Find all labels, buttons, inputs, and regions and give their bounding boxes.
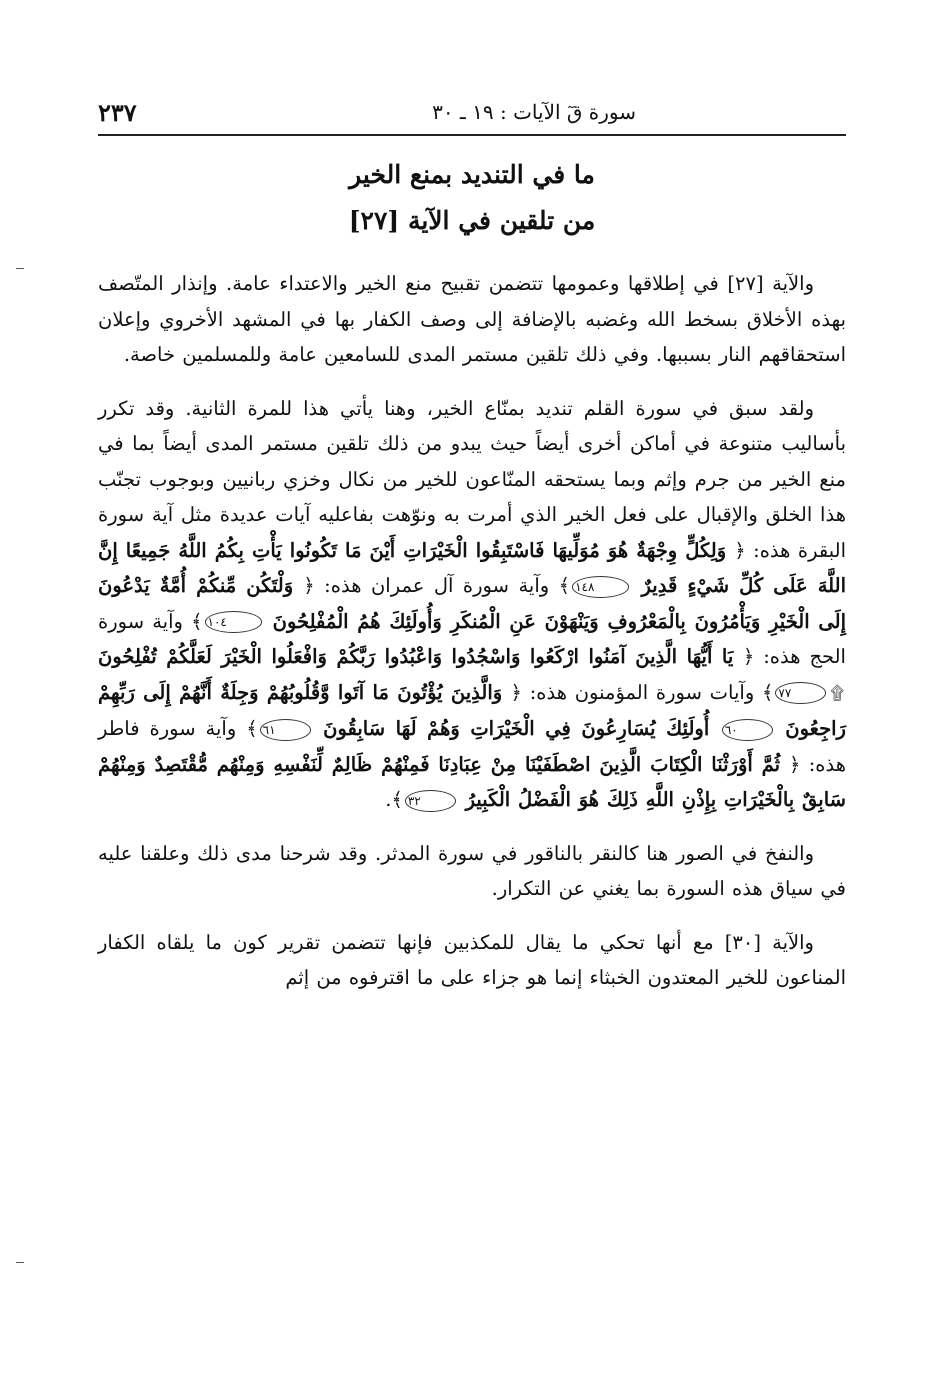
verse-close-ornament: ﴾ [391,788,403,811]
paragraph-2-text-3: وآية سورة الحج هذه: [98,609,846,668]
section-title-line-2: من تلقين في الآية [٢٧] [348,206,596,235]
margin-tick-bottom [16,1262,24,1263]
paragraph-2-text-5: وآية سورة فاطر هذه: [98,717,847,776]
paragraph-2-text-4: وآيات سورة المؤمنون هذه: [529,680,755,704]
ayah-number-marker: ٧٧ [775,682,826,704]
verse-text: أُولَئِكَ يُسَارِعُونَ فِي الْخَيْرَاتِ وَهُمْ لَهَا سَابِقُونَ [323,717,710,740]
ayah-number-marker: ١٠٤ [205,611,262,633]
verse-close-ornament: ﴾ [558,574,571,597]
book-page [98,92,846,1312]
sajda-icon: ۩ [830,682,844,704]
running-header [98,92,846,136]
paragraph-2 [98,391,846,818]
paragraph-1: والآية [٢٧] في إطلاقها وعمومها تتضمن تقبيح منع الخير والاعتداء عامة. وإنذار المتّصف بهذه الأخلاق بسخط الله وغضبه بالإضافة إلى وصف الكفار بها في المشهد الأخروي وإعلان استحقاقهم النار بسببها. وفي ذلك تلقين مستمر المدى للسامعين عامة وللمسلمين خاصة. [98,272,846,366]
verse-close-ornament: ﴾ [191,609,203,633]
page-number: ٢٣٧ [98,98,137,127]
verse-text: يَا أَيُّهَا الَّذِينَ آمَنُوا ارْكَعُوا وَاسْجُدُوا وَاعْبُدُوا رَبَّكُمْ وَافْعَلُوا الْخَيْرَ لَعَلَّكُمْ تُفْلِحُونَ [98,645,734,668]
ayah-number-marker: ٦١ [260,719,311,741]
verse-text: وَلِكُلٍّ وِجْهَةٌ هُوَ مُوَلِّيهَا فَاسْتَبِقُوا الْخَيْرَاتِ أَيْنَ مَا تَكُونُوا يَأْتِ بِكُمُ اللَّهُ جَمِيعًا إِنَّ اللَّهَ عَلَى كُلِّ شَيْءٍ قَدِيرٌ [98,538,846,597]
paragraph-2-text-2: وآية سورة آل عمران هذه: [324,574,550,597]
paragraph-3: والنفخ في الصور هنا كالنقر بالناقور في سورة المدثر. وقد شرحنا مدى ذلك وعلقنا عليه في سياق هذه السورة بما يغني عن التكرار. [98,841,846,900]
header-title: سورة قٓ الآيات : ١٩ ـ ٣٠ [432,100,636,124]
verse-close-ornament: ﴾ [246,717,258,740]
quran-verse-fatir [98,753,846,812]
verse-open-ornament: ﴿ [742,645,755,668]
verse-text: وَلْتَكُن مِّنكُمْ أُمَّةٌ يَدْعُونَ إِلَى الْخَيْرِ وَيَأْمُرُونَ بِالْمَعْرُوفِ وَيَنْهَوْنَ عَنِ الْمُنكَرِ وَأُولَئِكَ هُمُ الْمُفْلِحُونَ [98,574,846,633]
verse-close-ornament: ﴾ [761,680,774,704]
verse-text: وَالَّذِينَ يُؤْتُونَ مَا آتَوا وَّقُلُوبُهُمْ وَجِلَةٌ أَنَّهُمْ إِلَى رَبِّهِمْ رَاجِعُونَ [98,680,846,740]
section-heading [98,152,846,244]
verse-text: ثُمَّ أَوْرَثْنَا الْكِتَابَ الَّذِينَ اصْطَفَيْنَا مِنْ عِبَادِنَا فَمِنْهُمْ ظَالِمٌ لِّنَفْسِهِ وَمِنْهُم مُّقْتَصِدٌ وَمِنْهُمْ سَابِقٌ بِالْخَيْرَاتِ بِإِذْنِ اللَّهِ ذَلِكَ هُوَ الْفَضْلُ الْكَبِيرُ [98,752,846,811]
section-title-line-1: ما في التنديد بمنع الخير [349,160,595,189]
verse-open-ornament: ﴿ [510,680,522,704]
paragraph-2-text-1: ولقد سبق في سورة القلم تنديد بمنّاع الخير، وهنا يأتي هذا للمرة الثانية. وقد تكرر بأساليب متنوعة في أماكن أخرى أيضاً حيث يبدو من ذلك تلقين مستمر المدى أيضاً بما في منع الخير من جرم وإثم وبما يستحقه المنّاعون للخير من نكال وخزي ربانيين وبوجوب تجنّب هذا الخلق والإقبال على فعل الخير الذي أمرت به ونوّهت بفاعليه آيات عديدة مثل آية سورة البقرة هذه: [98,396,846,562]
ayah-number-marker: ١٤٨ [572,576,629,598]
ayah-number-marker: ٦٠ [722,719,773,741]
ayah-number-marker: ٣٢ [405,790,456,812]
paragraph-2-end: . [385,788,392,811]
paragraph-4: والآية [٣٠] مع أنها تحكي ما يقال للمكذبين فإنها تتضمن تقرير كون ما يلقاه الكفار المناعون للخير المعتدون الخبثاء إنما هو جزاء على ما اقترفوه من إثم [98,930,846,989]
margin-tick-top [16,268,24,269]
verse-open-ornament: ﴿ [303,574,315,597]
verse-open-ornament: ﴿ [788,752,801,776]
verse-open-ornament: ﴿ [734,538,746,562]
